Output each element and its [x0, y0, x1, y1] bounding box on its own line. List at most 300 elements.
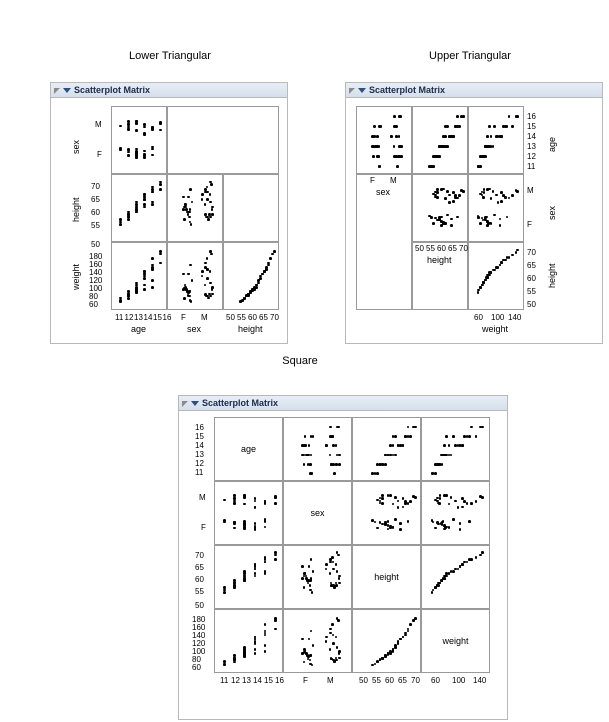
data-point: [257, 279, 260, 282]
data-point: [387, 652, 390, 655]
matrix-cell-age-vs-sex: [111, 106, 167, 174]
axis-tick-label: 14: [253, 676, 262, 685]
data-point: [446, 125, 449, 128]
axis-tick-label: 70: [91, 182, 100, 191]
data-point: [143, 196, 146, 199]
data-point: [254, 497, 257, 500]
data-point: [477, 291, 480, 294]
data-point: [374, 663, 377, 666]
data-point: [338, 582, 341, 585]
data-point: [143, 126, 146, 129]
data-point: [407, 426, 410, 429]
data-point: [332, 561, 335, 564]
data-point: [333, 472, 336, 475]
data-point: [329, 572, 332, 575]
y-axis-name-age: age: [547, 136, 557, 152]
matrix-cell-age-vs-sex: [214, 481, 283, 545]
data-point: [457, 506, 460, 509]
data-point: [151, 201, 154, 204]
data-point: [404, 632, 407, 635]
data-point: [482, 284, 485, 287]
data-point: [143, 284, 146, 287]
data-point: [407, 520, 410, 523]
axis-tick-label: 60: [195, 575, 204, 584]
axis-tick-label: 70: [270, 313, 279, 322]
data-point: [475, 435, 478, 438]
axis-tick-label: F: [201, 523, 206, 532]
data-point: [371, 519, 374, 522]
data-point: [414, 426, 417, 429]
data-point: [376, 472, 379, 475]
data-point: [483, 188, 486, 191]
axis-tick-label: F: [181, 313, 186, 322]
x-axis-name-height: height: [427, 255, 452, 265]
data-point: [206, 277, 209, 280]
data-point: [437, 502, 440, 505]
axis-tick-label: 160: [89, 260, 103, 269]
data-point: [274, 496, 277, 499]
axis-tick-label: 55: [91, 221, 100, 230]
data-point: [208, 213, 211, 216]
data-point: [183, 297, 186, 300]
data-point: [127, 154, 130, 157]
data-point: [251, 288, 254, 291]
data-point: [448, 201, 451, 204]
data-point: [378, 145, 381, 148]
data-point: [306, 579, 309, 582]
triangle-down-icon[interactable]: [358, 88, 366, 93]
data-point: [432, 193, 435, 196]
data-point: [393, 115, 396, 118]
data-point: [135, 156, 138, 159]
data-point: [437, 463, 440, 466]
axis-tick-label: 11: [115, 313, 124, 322]
data-point: [384, 463, 387, 466]
data-point: [265, 266, 268, 269]
data-point: [470, 502, 473, 505]
data-point: [239, 300, 242, 303]
axis-tick-label: 11: [527, 162, 536, 171]
data-point: [254, 575, 257, 578]
data-point: [182, 196, 185, 199]
data-point: [143, 206, 146, 209]
data-point: [500, 200, 503, 203]
axis-tick-label: 13: [242, 676, 251, 685]
data-point: [135, 208, 138, 211]
data-point: [267, 264, 270, 267]
data-point: [310, 558, 313, 561]
data-point: [151, 279, 154, 282]
data-point: [462, 115, 465, 118]
matrix-cell-height-vs-weight: [352, 609, 421, 673]
data-point: [308, 565, 311, 568]
matrix-cell-sex-vs-age: [283, 417, 352, 481]
data-point: [204, 203, 207, 206]
axis-tick-label: 55: [195, 587, 204, 596]
data-point: [332, 568, 335, 571]
data-point: [187, 196, 190, 199]
matrix-cell-age-vs-weight: [111, 242, 167, 310]
data-point: [186, 290, 189, 293]
data-point: [402, 636, 405, 639]
matrix-cell-height-vs-weight: [223, 242, 279, 310]
data-point: [486, 145, 489, 148]
data-point: [209, 270, 212, 273]
axis-tick-label: 60: [474, 313, 483, 322]
data-point: [479, 286, 482, 289]
matrix-diagonal-cell-sex: [283, 481, 352, 545]
data-point: [444, 222, 447, 225]
data-point: [440, 188, 443, 191]
triangle-down-icon[interactable]: [63, 88, 71, 93]
data-point: [457, 568, 460, 571]
x-axis-name-age: age: [131, 324, 147, 334]
matrix-diagonal-cell-weight: [421, 609, 490, 673]
data-point: [312, 570, 315, 573]
matrix-cell-weight-vs-age: [468, 106, 524, 174]
axis-tick-label: 70: [411, 676, 420, 685]
data-point: [274, 554, 277, 557]
data-point: [243, 577, 246, 580]
data-point: [456, 216, 459, 219]
data-point: [392, 444, 395, 447]
data-point: [190, 300, 193, 303]
data-point: [497, 266, 500, 269]
panel-title-bar[interactable]: [346, 83, 602, 98]
data-point: [448, 572, 451, 575]
data-point: [151, 268, 154, 271]
data-point: [450, 218, 453, 221]
data-point: [515, 251, 518, 254]
scatterplot-matrix-lower: [51, 98, 287, 343]
data-point: [119, 297, 122, 300]
axis-tick-label: 60: [437, 244, 446, 253]
data-point: [432, 165, 435, 168]
data-point: [127, 294, 130, 297]
axis-tick-label: 55: [372, 676, 381, 685]
data-point: [375, 145, 378, 148]
data-point: [470, 558, 473, 561]
data-point: [374, 521, 377, 524]
x-axis-name-sex: sex: [187, 324, 202, 334]
axis-tick-label: 13: [195, 450, 204, 459]
data-point: [407, 630, 410, 633]
data-point: [371, 145, 374, 148]
data-point: [254, 572, 257, 575]
data-point: [311, 591, 314, 594]
data-point: [446, 214, 449, 217]
data-point: [309, 659, 312, 662]
data-point: [243, 579, 246, 582]
data-point: [151, 257, 154, 260]
data-point: [506, 125, 509, 128]
data-point: [434, 586, 437, 589]
data-point: [409, 435, 412, 438]
data-point: [119, 223, 122, 226]
data-point: [119, 125, 122, 128]
data-point: [456, 125, 459, 128]
data-point: [482, 155, 485, 158]
data-point: [135, 282, 138, 285]
axis-tick-label: 13: [527, 142, 536, 151]
data-point: [264, 634, 267, 637]
data-point: [151, 286, 154, 289]
data-point: [499, 224, 502, 227]
data-point: [372, 155, 375, 158]
data-point: [456, 115, 459, 118]
data-point: [468, 558, 471, 561]
data-point: [399, 522, 402, 525]
data-point: [127, 297, 130, 300]
data-point: [506, 256, 509, 259]
data-point: [223, 664, 226, 667]
data-point: [392, 526, 395, 529]
data-point: [490, 222, 493, 225]
data-point: [444, 197, 447, 200]
data-point: [459, 522, 462, 525]
data-point: [119, 300, 122, 303]
data-point: [143, 132, 146, 135]
data-point: [490, 197, 493, 200]
data-point: [338, 577, 341, 580]
axis-tick-label: 15: [527, 122, 536, 131]
data-point: [151, 191, 154, 194]
data-point: [381, 463, 384, 466]
data-point: [301, 577, 304, 580]
data-point: [159, 253, 162, 256]
data-point: [381, 497, 384, 500]
data-point: [443, 454, 446, 457]
data-point: [143, 198, 146, 201]
matrix-cell-weight-vs-sex: [468, 174, 524, 242]
data-point: [336, 570, 339, 573]
axis-tick-label: 180: [89, 252, 103, 261]
data-point: [159, 181, 162, 184]
axis-tick-label: F: [370, 176, 375, 185]
data-point: [301, 565, 304, 568]
data-point: [188, 295, 191, 298]
data-point: [182, 208, 185, 211]
data-point: [233, 584, 236, 587]
diagonal-variable-label: sex: [310, 508, 325, 518]
data-point: [337, 554, 340, 557]
data-point: [490, 135, 493, 138]
axis-tick-label: M: [95, 120, 102, 129]
data-point: [436, 521, 439, 524]
data-point: [379, 165, 382, 168]
data-point: [201, 270, 204, 273]
axis-tick-label: 55: [237, 313, 246, 322]
data-point: [483, 191, 486, 194]
data-point: [207, 297, 210, 300]
data-point: [466, 561, 469, 564]
axis-tick-label: M: [199, 493, 206, 502]
data-point: [254, 568, 257, 571]
data-point: [303, 648, 306, 651]
data-point: [264, 561, 267, 564]
data-point: [338, 652, 341, 655]
data-point: [332, 634, 335, 637]
axis-tick-label: 100: [89, 284, 103, 293]
data-point: [233, 502, 236, 505]
data-point: [504, 196, 507, 199]
data-point: [392, 648, 395, 651]
data-point: [397, 500, 400, 503]
data-point: [376, 660, 379, 663]
axis-tick-label: 55: [527, 287, 536, 296]
data-point: [458, 194, 461, 197]
data-point: [255, 284, 258, 287]
data-point: [254, 640, 257, 643]
data-point: [143, 277, 146, 280]
data-point: [151, 154, 154, 157]
data-point: [204, 266, 207, 269]
diagonal-variable-label: height: [374, 572, 399, 582]
data-point: [376, 527, 379, 530]
matrix-diagonal-cell-height: [352, 545, 421, 609]
data-point: [497, 201, 500, 204]
data-point: [373, 125, 376, 128]
data-point: [439, 497, 442, 500]
axis-tick-label: 55: [426, 244, 435, 253]
axis-tick-label: 140: [508, 313, 522, 322]
data-point: [394, 644, 397, 647]
data-point: [434, 472, 437, 475]
data-point: [392, 503, 395, 506]
data-point: [499, 264, 502, 267]
data-point: [481, 551, 484, 554]
axis-tick-label: 50: [527, 300, 536, 309]
y-axis-name-sex: sex: [547, 205, 557, 220]
matrix-cell-height-vs-age: [412, 106, 468, 174]
data-point: [448, 526, 451, 529]
data-point: [325, 444, 328, 447]
data-point: [488, 125, 491, 128]
data-point: [274, 628, 277, 631]
axis-tick-label: 11: [220, 676, 229, 685]
data-point: [432, 222, 435, 225]
data-point: [159, 262, 162, 265]
data-point: [143, 123, 146, 126]
axis-tick-label: 140: [473, 676, 487, 685]
data-point: [331, 623, 334, 626]
data-point: [254, 648, 257, 651]
data-point: [461, 506, 464, 509]
data-point: [486, 224, 489, 227]
axis-tick-label: 100: [452, 676, 466, 685]
data-point: [311, 664, 314, 667]
axis-tick-label: 180: [192, 615, 206, 624]
data-point: [310, 630, 313, 633]
data-point: [191, 201, 194, 204]
data-point: [329, 435, 332, 438]
data-point: [402, 444, 405, 447]
data-point: [151, 266, 154, 269]
axis-tick-label: 60: [248, 313, 257, 322]
data-point: [428, 215, 431, 218]
axis-tick-label: 65: [91, 195, 100, 204]
data-point: [312, 435, 315, 438]
data-point: [308, 638, 311, 641]
matrix-cell-sex-vs-height: [283, 545, 352, 609]
data-point: [303, 586, 306, 589]
axis-tick-label: 60: [527, 274, 536, 283]
data-point: [211, 288, 214, 291]
data-point: [187, 273, 190, 276]
data-point: [201, 193, 204, 196]
data-point: [233, 661, 236, 664]
x-axis-name-weight: weight: [482, 324, 509, 334]
matrix-cell-sex-vs-weight: [283, 609, 352, 673]
data-point: [151, 128, 154, 131]
data-point: [329, 561, 332, 564]
data-point: [394, 435, 397, 438]
data-point: [499, 135, 502, 138]
triangle-down-icon[interactable]: [191, 401, 199, 406]
data-point: [264, 650, 267, 653]
data-point: [243, 652, 246, 655]
data-point: [333, 660, 336, 663]
data-point: [493, 214, 496, 217]
data-point: [159, 250, 162, 253]
data-point: [264, 502, 267, 505]
data-point: [434, 527, 437, 530]
data-point: [206, 257, 209, 260]
axis-tick-label: 80: [89, 292, 98, 301]
data-point: [269, 257, 272, 260]
data-point: [414, 496, 417, 499]
axis-tick-label: 80: [192, 655, 201, 664]
data-point: [486, 135, 489, 138]
panel-title-bar[interactable]: [179, 396, 507, 411]
diagonal-variable-label: age: [240, 444, 257, 454]
data-point: [254, 565, 257, 568]
data-point: [303, 444, 306, 447]
axis-tick-label: 16: [275, 676, 284, 685]
data-point: [329, 628, 332, 631]
axis-tick-label: 60: [431, 676, 440, 685]
data-point: [264, 520, 267, 523]
axis-tick-label: 50: [226, 313, 235, 322]
axis-tick-label: 12: [527, 152, 536, 161]
data-point: [143, 203, 146, 206]
axis-tick-label: 65: [195, 563, 204, 572]
data-point: [470, 426, 473, 429]
data-point: [330, 584, 333, 587]
data-point: [393, 125, 396, 128]
data-point: [446, 145, 449, 148]
matrix-cell-height-vs-age: [352, 417, 421, 481]
data-point: [461, 497, 464, 500]
data-point: [310, 435, 313, 438]
axis-tick-label: 50: [415, 244, 424, 253]
axis-tick-label: 70: [527, 248, 536, 257]
data-point: [479, 554, 482, 557]
data-point: [371, 664, 374, 667]
data-point: [310, 654, 313, 657]
data-point: [127, 216, 130, 219]
panel-title-bar[interactable]: [51, 83, 287, 98]
axis-tick-label: 16: [162, 313, 172, 322]
data-point: [233, 527, 236, 530]
data-point: [127, 123, 130, 126]
data-point: [188, 216, 191, 219]
data-point: [189, 208, 192, 211]
data-point: [325, 563, 328, 566]
scatterplot-matrix-square: [179, 411, 507, 719]
matrix-cell-sex-vs-age: [356, 106, 412, 174]
axis-tick-label: 100: [192, 647, 206, 656]
